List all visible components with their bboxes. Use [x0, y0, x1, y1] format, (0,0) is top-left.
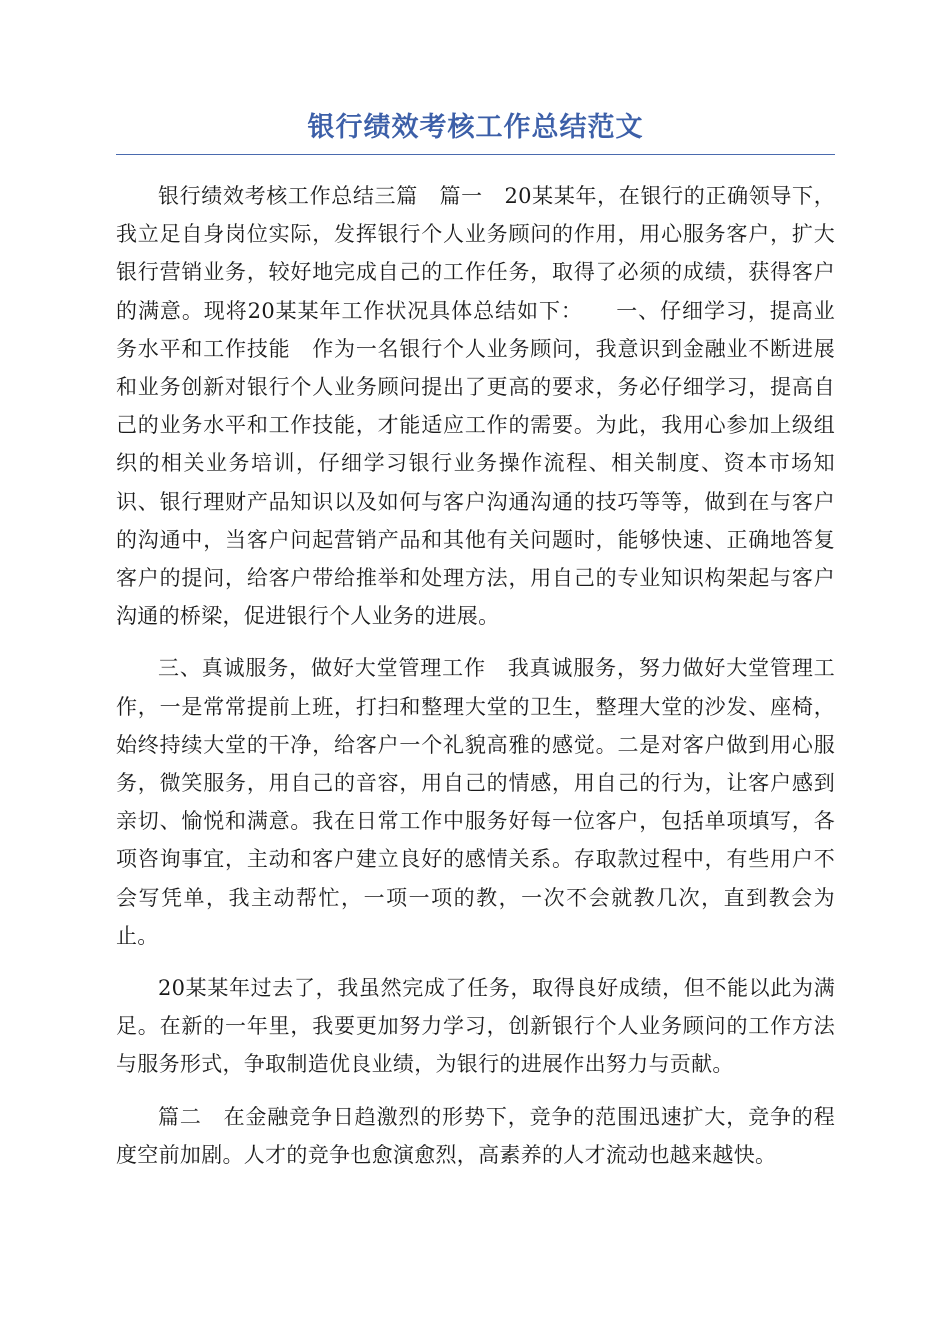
paragraph-1: 银行绩效考核工作总结三篇 篇一 20某某年，在银行的正确领导下，我立足自身岗位实际，发挥银行个人业务顾问的作用，用心服务客户，扩大银行营销业务，较好地完成自己的工作任务，取得了必须的成绩，获得客户的满意。现将20某某年工作状况具体总结如下： 一、仔细学习，提高业务水平和工作技能 作为一名银行个人业务顾问，我意识到金融业不断进展和业务创新对银行个人业务顾问提出了更高的要求，务必仔细学习，提高自己的业务水平和工作技能，才能适应工作的需要。为此，我用心参加上级组织的相关业务培训，仔细学习银行业务操作流程、相关制度、资本市场知识、银行理财产品知识以及如何与客户沟通沟通的技巧等等，做到在与客户的沟通中，当客户问起营销产品和其他有关问题时，能够快速、正确地答复客户的提问，给客户带给推举和处理方法，用自己的专业知识构架起与客户沟通的桥梁，促进银行个人业务的进展。 [116, 184, 835, 629]
document-title: 银行绩效考核工作总结范文 [307, 112, 644, 143]
document-page [116, 108, 835, 1188]
title-underline [116, 154, 835, 155]
paragraph-2: 三、真诚服务，做好大堂管理工作 我真诚服务，努力做好大堂管理工作，一是常常提前上班，打扫和整理大堂的卫生，整理大堂的沙发、座椅，始终持续大堂的干净，给客户一个礼貌高雅的感觉。二是对客户做到用心服务，微笑服务，用自己的音容，用自己的情感，用自己的行为，让客户感到亲切、愉悦和满意。我在日常工作中服务好每一位客户，包括单项填写，各项咨询事宜，主动和客户建立良好的感情关系。存取款过程中，有些用户不会写凭单，我主动帮忙，一项一项的教，一次不会就教几次，直到教会为止。 [116, 656, 835, 948]
paragraph-4: 篇二 在金融竞争日趋激烈的形势下，竞争的范围迅速扩大，竞争的程度空前加剧。人才的竞争也愈演愈烈，高素养的人才流动也越来越快。 [116, 1104, 835, 1167]
paragraph-3: 20某某年过去了，我虽然完成了任务，取得良好成绩，但不能以此为满足。在新的一年里，我要更加努力学习，创新银行个人业务顾问的工作方法与服务形式，争取制造优良业绩，为银行的进展作出努力与贡献。 [116, 976, 835, 1077]
